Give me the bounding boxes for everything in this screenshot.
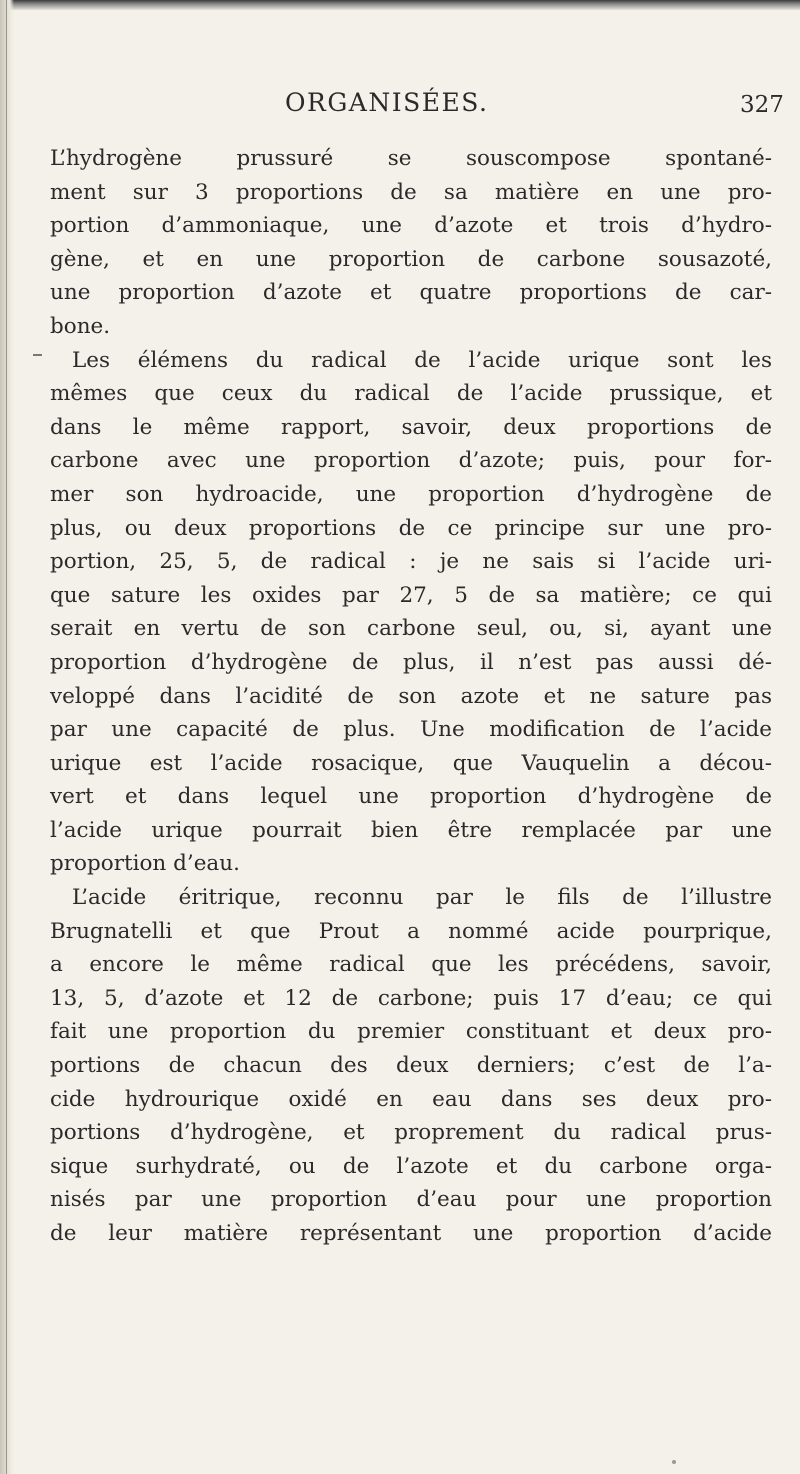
page-header <box>0 88 800 128</box>
text-line: dans le même rapport, savoir, deux proportions de <box>50 414 772 440</box>
text-line: 13, 5, d’azote et 12 de carbone; puis 17 d’eau; ce qui <box>50 985 772 1011</box>
text-line: bone. <box>50 313 111 339</box>
text-line: sique surhydraté, ou de l’azote et du carbone orga- <box>50 1153 772 1179</box>
text-line: nisés par une proportion d’eau pour une proportion <box>50 1187 772 1213</box>
body-text <box>50 142 772 1251</box>
text-line: urique est l’acide rosacique, que Vauquelin a décou- <box>50 750 772 776</box>
text-line: cide hydrourique oxidé en eau dans ses deux pro- <box>50 1086 772 1112</box>
text-line: vert et dans lequel une proportion d’hydrogène de <box>50 784 772 810</box>
text-line: ment sur 3 proportions de sa matière en une pro- <box>50 179 772 205</box>
text-line: carbone avec une proportion d’azote; puis, pour for- <box>50 448 772 474</box>
text-line: a encore le même radical que les précédens, savoir, <box>50 952 772 978</box>
text-line: par une capacité de plus. Une modification de l’acide <box>50 717 772 743</box>
text-line: Les élémens du radical de l’acide urique sont les <box>72 347 772 373</box>
text-line: de leur matière représentant une proportion d’acide <box>50 1221 772 1246</box>
text-line: gène, et en une proportion de carbone sousazoté, <box>50 246 772 272</box>
text-line: portions de chacun des deux derniers; c’est de l’a- <box>50 1053 772 1079</box>
text-line: portion d’ammoniaque, une d’azote et trois d’hydro- <box>50 213 772 239</box>
running-title: ORGANISÉES. <box>285 88 489 117</box>
text-line: fait une proportion du premier constituant et deux pro- <box>50 1019 772 1045</box>
text-line: que sature les oxides par 27, 5 de sa matière; ce qui <box>50 582 772 608</box>
binding-shadow <box>0 0 14 1474</box>
text-line: veloppé dans l’acidité de son azote et ne sature pas <box>50 683 772 709</box>
page-top-edge <box>0 0 800 10</box>
text-line: l’acide urique pourrait bien être remplacée par une <box>50 817 772 843</box>
text-line: proportion d’eau. <box>50 851 240 877</box>
page-number: 327 <box>740 92 784 118</box>
text-line: une proportion d’azote et quatre proportions de car- <box>50 280 772 306</box>
text-line: mer son hydroacide, une proportion d’hydrogène de <box>50 481 772 507</box>
text-line: plus, ou deux proportions de ce principe sur une pro- <box>50 515 772 541</box>
margin-mark <box>33 354 42 356</box>
text-line: portions d’hydrogène, et proprement du radical prus- <box>50 1120 772 1146</box>
text-line: serait en vertu de son carbone seul, ou, si, ayant une <box>50 616 772 642</box>
text-line: Brugnatelli et que Prout a nommé acide pourprique, <box>50 918 772 944</box>
text-line: portion, 25, 5, de radical : je ne sais si l’acide uri- <box>50 549 772 575</box>
text-line: L’acide éritrique, reconnu par le fils de l’illustre <box>72 885 772 911</box>
text-line: L’hydrogène prussuré se souscompose spontané- <box>50 146 772 171</box>
text-line: mêmes que ceux du radical de l’acide prussique, et <box>50 381 772 407</box>
text-line: proportion d’hydrogène de plus, il n’est pas aussi dé- <box>50 649 772 675</box>
paper-speck <box>672 1460 676 1464</box>
